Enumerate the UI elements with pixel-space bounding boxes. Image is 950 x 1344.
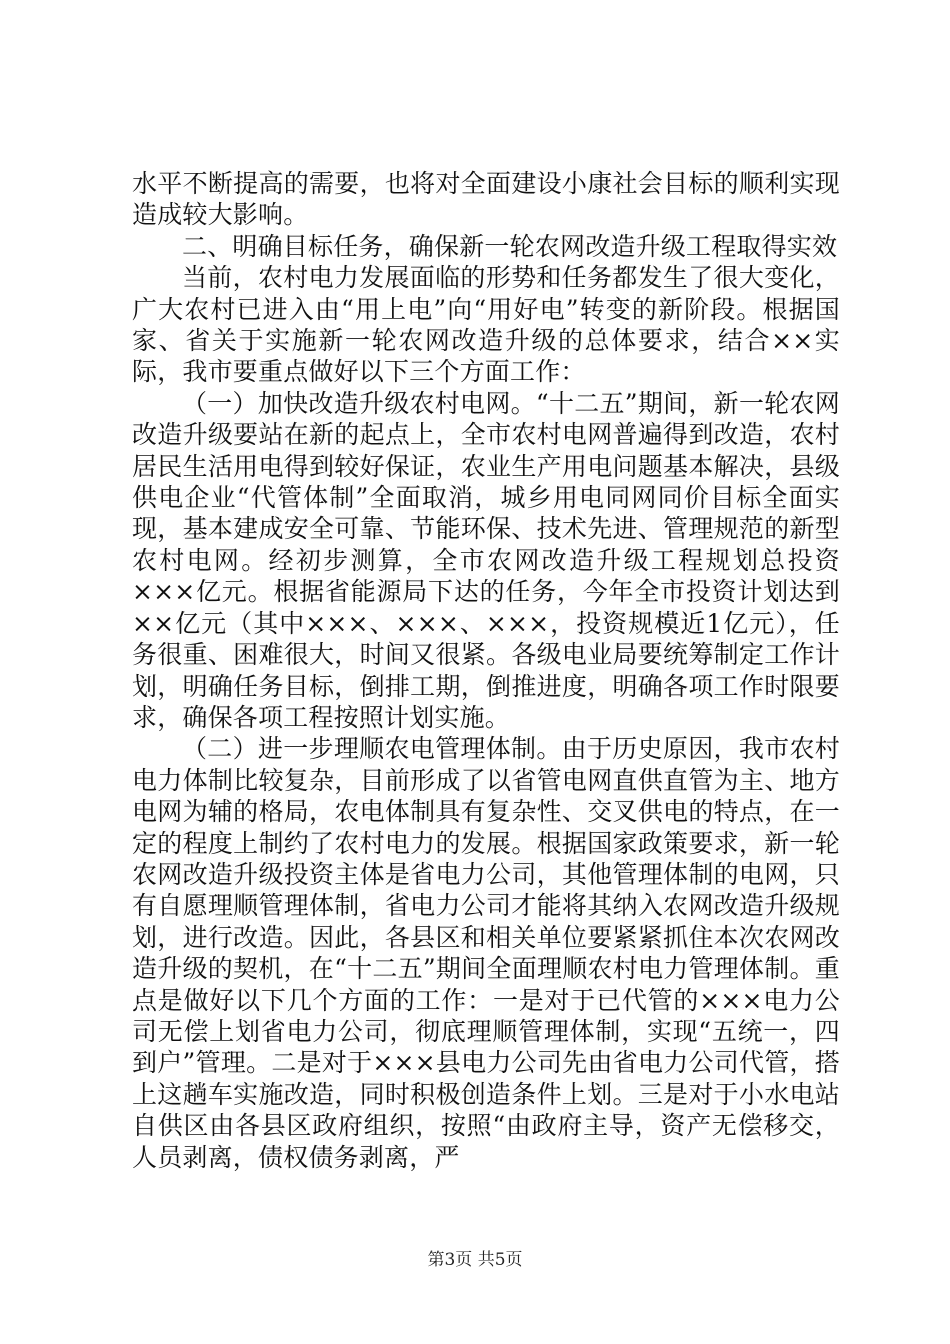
document-body	[132, 168, 840, 1173]
paragraph-continuation: 水平不断提高的需要，也将对全面建设小康社会目标的顺利实现造成较大影响。	[132, 169, 840, 230]
paragraph: 当前，农村电力发展面临的形势和任务都发生了很大变化，广大农村已进入由“用上电”向“用好电”转变的新阶段。根据国家、省关于实施新一轮农网改造升级的总体要求，结合××实际，我市要重点做好以下三个方面工作：	[132, 263, 840, 387]
paragraph-item-1: （一）加快改造升级农村电网。“十二五”期间，新一轮农网改造升级要站在新的起点上，全市农村电网普遍得到改造，农村居民生活用电得到较好保证，农业生产用电问题基本解决，县级供电企业“代管体制”全面取消，城乡用电同网同价目标全面实现，基本建成安全可靠、节能环保、技术先进、管理规范的新型农村电网。经初步测算，全市农网改造升级工程规划总投资×××亿元。根据省能源局下达的任务，今年全市投资计划达到××亿元（其中×××、×××、×××，投资规模近1亿元），任务很重、困难很大，时间又很紧。各级电业局要统筹制定工作计划，明确任务目标，倒排工期，倒推进度，明确各项工作时限要求，确保各项工程按照计划实施。	[132, 388, 840, 732]
paragraph-item-2: （二）进一步理顺农电管理体制。由于历史原因，我市农村电力体制比较复杂，目前形成了以省管电网直供直管为主、地方电网为辅的格局，农电体制具有复杂性、交叉供电的特点，在一定的程度上制约了农村电力的发展。根据国家政策要求，新一轮农网改造升级投资主体是省电力公司，其他管理体制的电网，只有自愿理顺管理体制，省电力公司才能将其纳入农网改造升级规划，进行改造。因此，各县区和相关单位要紧紧抓住本次农网改造升级的契机，在“十二五”期间全面理顺农村电力管理体制。重点是做好以下几个方面的工作：一是对于已代管的×××电力公司无偿上划省电力公司，彻底理顺管理体制，实现“五统一，四到户”管理。二是对于×××县电力公司先由省电力公司代管，搭上这趟车实施改造，同时积极创造条件上划。三是对于小水电站自供区由各县区政府组织，按照“由政府主导，资产无偿移交，人员剥离，债权债务剥离，严	[132, 734, 840, 1172]
page-number-footer: 第3页 共5页	[427, 1250, 523, 1270]
section-heading: 二、明确目标任务，确保新一轮农网改造升级工程取得实效	[182, 231, 838, 261]
